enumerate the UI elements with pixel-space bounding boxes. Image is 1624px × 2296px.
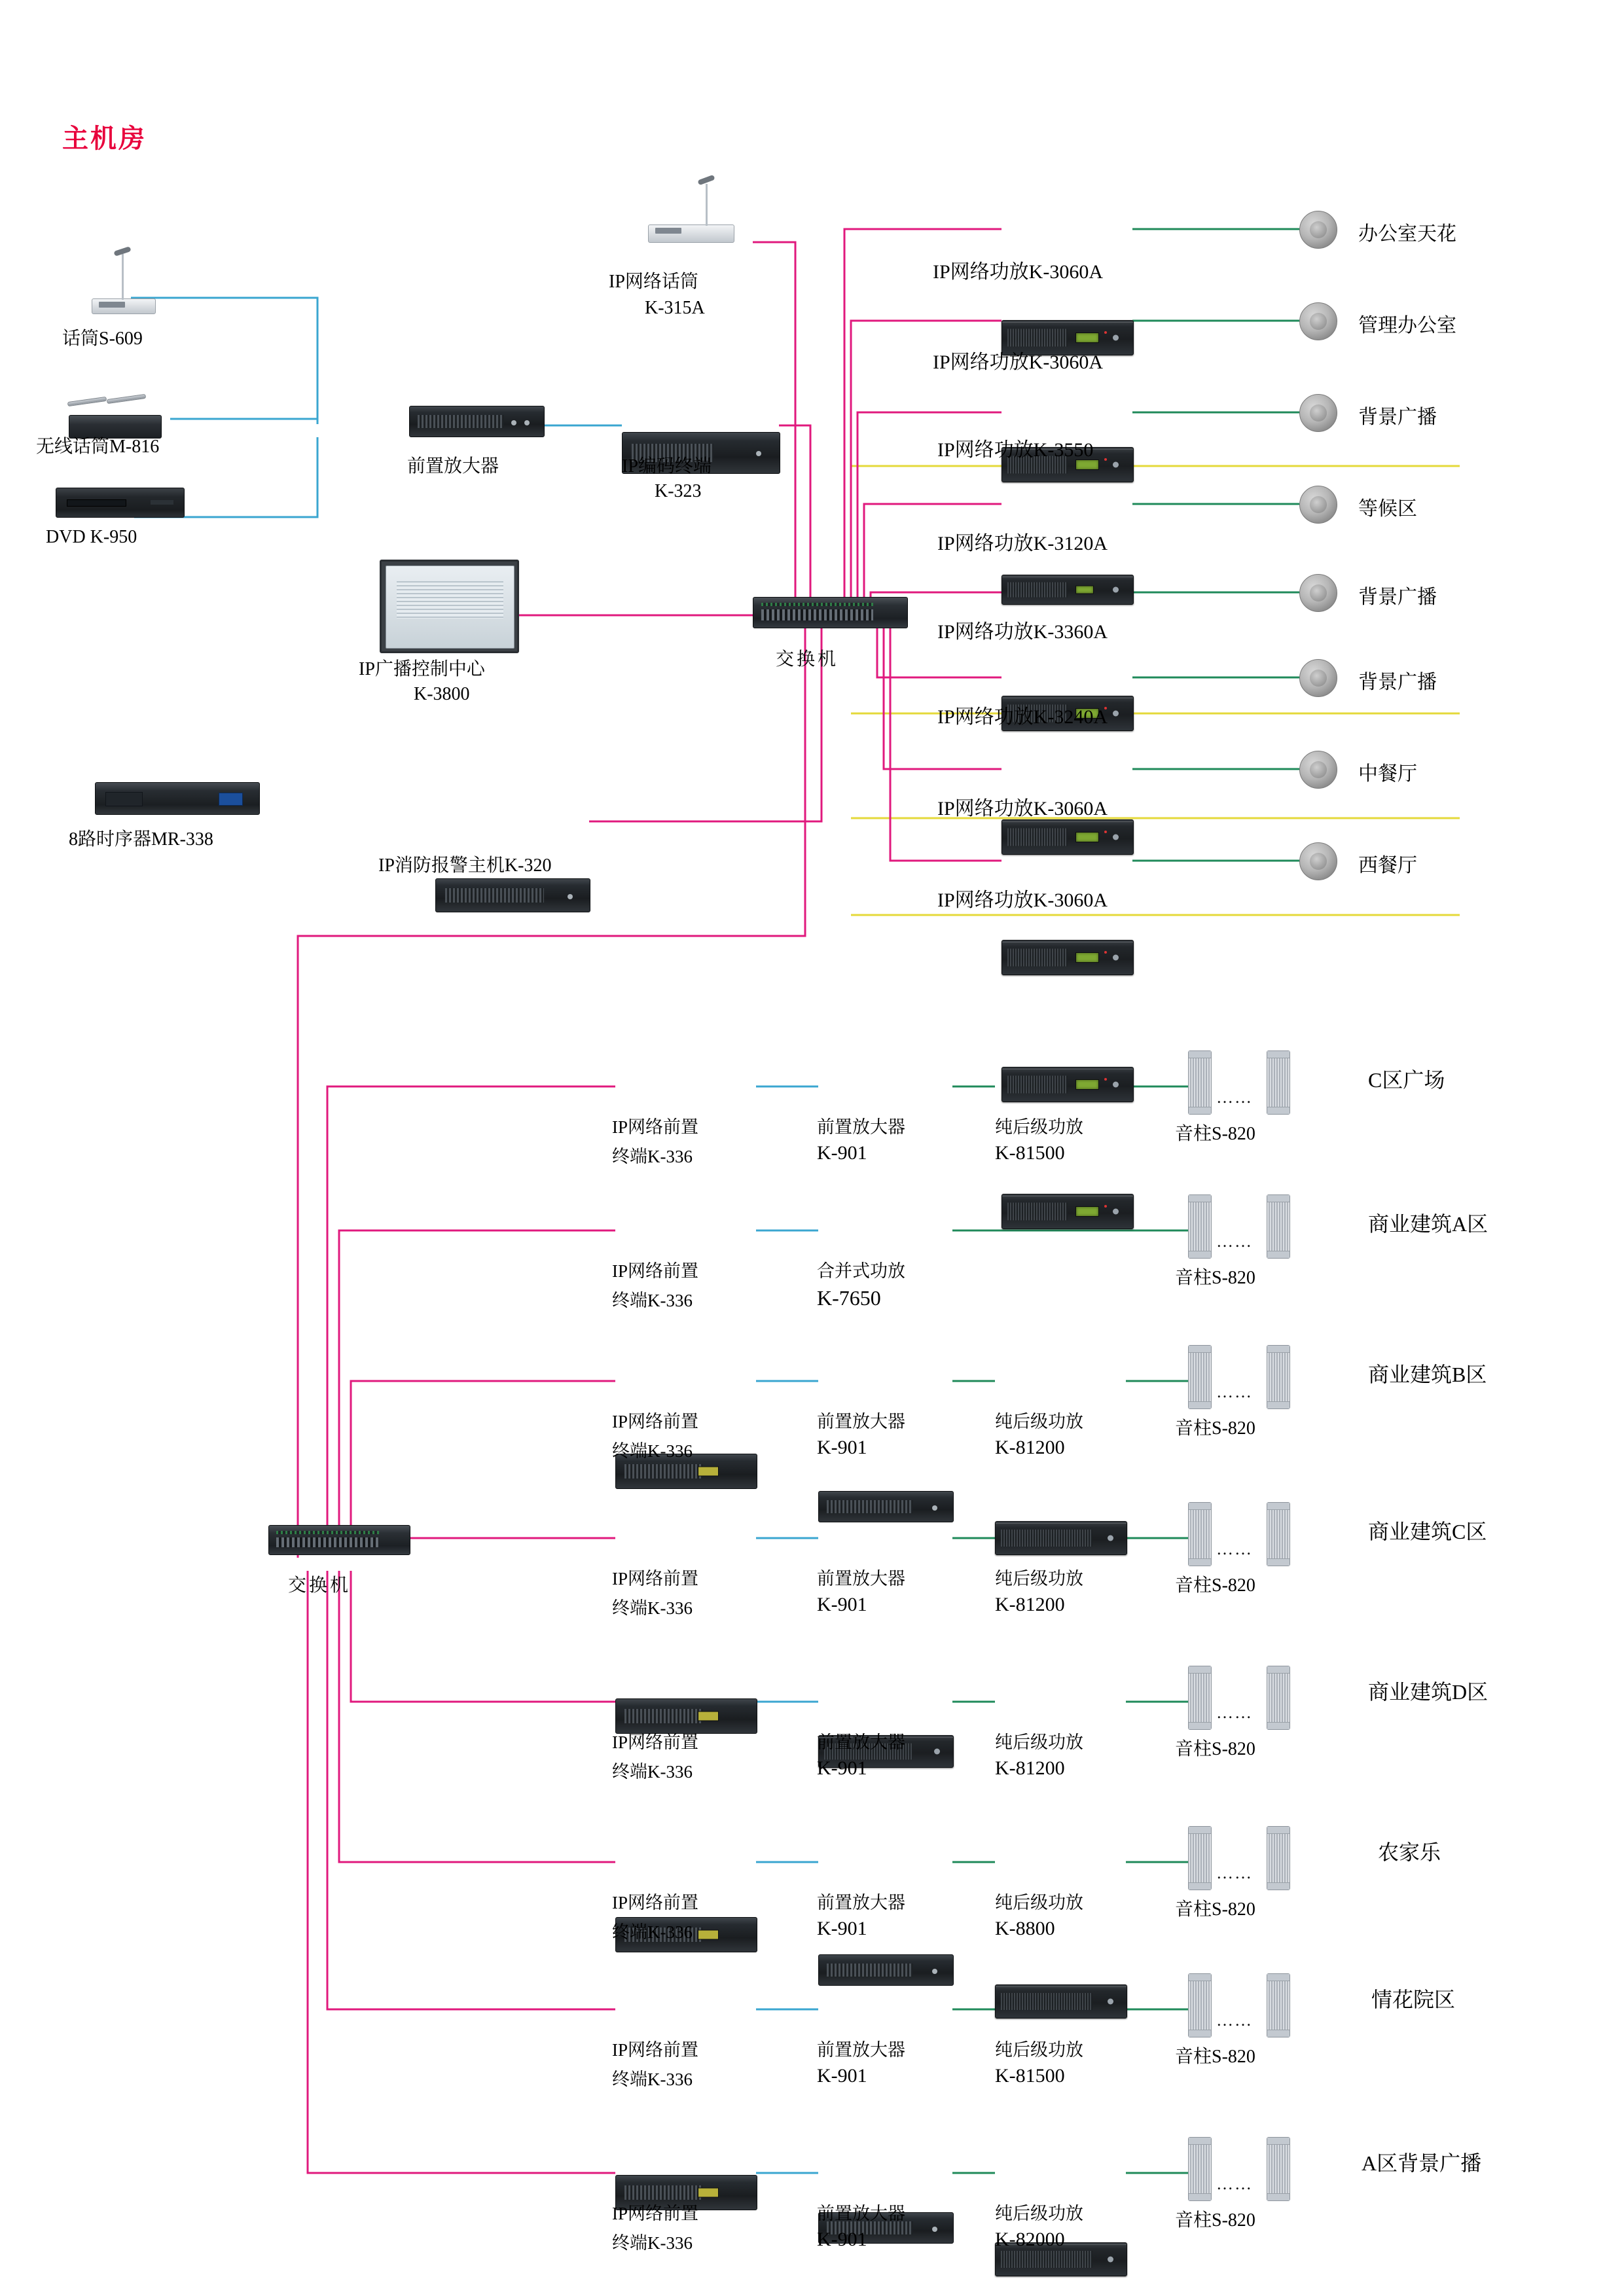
- terminal-label-4-1: IP网络前置: [612, 1732, 699, 1752]
- speaker-ellipsis: ……: [1216, 2011, 1253, 2030]
- power-sequencer-icon: [95, 782, 260, 815]
- control-center-label-1: IP广播控制中心: [359, 659, 485, 679]
- upper-switch-label: 交换机: [776, 649, 839, 670]
- preamp-label: 前置放大器: [407, 456, 499, 476]
- power-label-4-1: 纯后级功放: [995, 1732, 1083, 1752]
- encoder-label-1: IP编码终端: [622, 456, 712, 476]
- column-speaker-icon: [1188, 1973, 1212, 2037]
- terminal-label-7-1: IP网络前置: [612, 2204, 699, 2223]
- control-center-label-2: K-3800: [414, 684, 470, 704]
- lower-switch-label: 交换机: [288, 1575, 352, 1596]
- column-speaker-icon: [1188, 1194, 1212, 1259]
- column-speaker-icon: [1267, 1502, 1290, 1566]
- column-speaker-icon: [1267, 1666, 1290, 1730]
- power-label-6-1: 纯后级功放: [995, 2040, 1083, 2060]
- speaker-ellipsis: ……: [1216, 2174, 1253, 2193]
- power-label-0-1: 纯后级功放: [995, 1117, 1083, 1137]
- source-label-1: 无线话筒M-816: [36, 437, 160, 457]
- speaker-label-2: 音柱S-820: [1175, 1418, 1255, 1439]
- terminal-label-1-2: 终端K-336: [612, 1291, 693, 1310]
- column-speaker-icon: [1188, 1502, 1212, 1566]
- preamplifier-icon: [409, 406, 545, 437]
- network-amplifier-icon: [1001, 1067, 1134, 1102]
- mid-label-0-2: K-901: [817, 1142, 867, 1164]
- speaker-label-5: 音柱S-820: [1175, 1899, 1255, 1920]
- power-label-7-2: K-82000: [995, 2229, 1065, 2250]
- speaker-ellipsis: ……: [1216, 1232, 1253, 1251]
- speaker-ellipsis: ……: [1216, 1863, 1253, 1882]
- ceiling-speaker-icon: [1299, 302, 1337, 340]
- amp-label-1: IP网络功放K-3060A: [933, 351, 1103, 373]
- amp-label-6: IP网络功放K-3060A: [937, 798, 1108, 819]
- power-label-3-1: 纯后级功放: [995, 1569, 1083, 1588]
- column-speaker-icon: [1188, 2137, 1212, 2201]
- mid-label-5-1: 前置放大器: [817, 1893, 905, 1912]
- ip-mic-label-1: IP网络话筒: [609, 272, 698, 292]
- dvd-player-icon: [56, 488, 185, 518]
- speaker-label-3: 音柱S-820: [1175, 1575, 1255, 1596]
- power-label-5-2: K-8800: [995, 1918, 1055, 1939]
- network-switch-lower-icon: [268, 1525, 410, 1555]
- speaker-ellipsis: ……: [1216, 1703, 1253, 1722]
- power-label-3-2: K-81200: [995, 1594, 1065, 1615]
- power-label-6-2: K-81500: [995, 2065, 1065, 2087]
- ceiling-speaker-icon: [1299, 659, 1337, 697]
- mid-label-3-2: K-901: [817, 1594, 867, 1615]
- zone-label-1: 管理办公室: [1358, 315, 1456, 336]
- power-label-4-2: K-81200: [995, 1757, 1065, 1779]
- zone-area-label-2: 商业建筑B区: [1368, 1363, 1487, 1386]
- zone-area-label-0: C区广场: [1368, 1068, 1445, 1092]
- zone-area-label-1: 商业建筑A区: [1368, 1212, 1489, 1236]
- mid-label-0-1: 前置放大器: [817, 1117, 905, 1137]
- terminal-label-5-2: 终端K-336: [612, 1922, 693, 1942]
- zone-label-3: 等候区: [1358, 498, 1417, 520]
- terminal-label-6-1: IP网络前置: [612, 2040, 699, 2060]
- ip-network-microphone-icon: [628, 173, 779, 245]
- terminal-label-2-2: 终端K-336: [612, 1441, 693, 1461]
- mid-label-7-1: 前置放大器: [817, 2204, 905, 2223]
- zone-label-0: 办公室天花: [1358, 223, 1456, 245]
- network-amplifier-icon: [1001, 819, 1134, 855]
- zone-label-4: 背景广播: [1358, 586, 1437, 608]
- column-speaker-icon: [1188, 1050, 1212, 1115]
- terminal-label-0-2: 终端K-336: [612, 1147, 693, 1166]
- network-amplifier-icon: [1001, 575, 1134, 605]
- preamplifier-icon: [818, 1954, 954, 1986]
- zone-area-label-7: A区背景广播: [1362, 2151, 1482, 2175]
- speaker-ellipsis: ……: [1216, 1539, 1253, 1558]
- network-switch-upper-icon: [753, 597, 908, 628]
- amp-label-4: IP网络功放K-3360A: [937, 621, 1108, 643]
- fire-alarm-host-icon: [435, 878, 590, 912]
- mid-label-3-1: 前置放大器: [817, 1569, 905, 1588]
- preamplifier-icon: [818, 1491, 954, 1522]
- speaker-label-1: 音柱S-820: [1175, 1268, 1255, 1288]
- zone-area-label-5: 农家乐: [1378, 1840, 1441, 1864]
- column-speaker-icon: [1267, 1050, 1290, 1115]
- power-label-7-1: 纯后级功放: [995, 2204, 1083, 2223]
- terminal-label-5-1: IP网络前置: [612, 1893, 699, 1912]
- terminal-label-3-1: IP网络前置: [612, 1569, 699, 1588]
- column-speaker-icon: [1188, 1666, 1212, 1730]
- fire-host-label: IP消防报警主机K-320: [378, 855, 552, 876]
- power-label-0-2: K-81500: [995, 1142, 1065, 1164]
- column-speaker-icon: [1188, 1345, 1212, 1409]
- column-speaker-icon: [1267, 1345, 1290, 1409]
- terminal-label-1-1: IP网络前置: [612, 1261, 699, 1281]
- desk-microphone-icon: [79, 236, 190, 314]
- mid-label-2-1: 前置放大器: [817, 1412, 905, 1431]
- ip-broadcast-control-center-icon: [380, 560, 519, 653]
- power-amplifier-icon: [995, 1984, 1127, 2018]
- mid-label-2-2: K-901: [817, 1437, 867, 1458]
- zone-label-7: 西餐厅: [1358, 855, 1417, 876]
- mid-label-4-2: K-901: [817, 1757, 867, 1779]
- zone-label-6: 中餐厅: [1358, 763, 1417, 785]
- mid-label-1-2: K-7650: [817, 1286, 881, 1310]
- column-speaker-icon: [1267, 1973, 1290, 2037]
- terminal-label-4-2: 终端K-336: [612, 1762, 693, 1782]
- mid-label-6-2: K-901: [817, 2065, 867, 2087]
- mid-label-7-2: K-901: [817, 2229, 867, 2250]
- amp-label-3: IP网络功放K-3120A: [937, 533, 1108, 554]
- ip-mic-label-2: K-315A: [645, 298, 705, 318]
- amp-label-7: IP网络功放K-3060A: [937, 889, 1108, 911]
- power-label-2-2: K-81200: [995, 1437, 1065, 1458]
- speaker-label-4: 音柱S-820: [1175, 1739, 1255, 1759]
- column-speaker-icon: [1267, 1194, 1290, 1259]
- speaker-label-0: 音柱S-820: [1175, 1124, 1255, 1144]
- power-label-2-1: 纯后级功放: [995, 1412, 1083, 1431]
- amp-label-0: IP网络功放K-3060A: [933, 261, 1103, 283]
- mid-label-5-2: K-901: [817, 1918, 867, 1939]
- zone-area-label-6: 情花院区: [1371, 1988, 1456, 2011]
- power-label-5-1: 纯后级功放: [995, 1893, 1083, 1912]
- speaker-label-6: 音柱S-820: [1175, 2047, 1255, 2067]
- terminal-label-3-2: 终端K-336: [612, 1598, 693, 1618]
- network-amplifier-icon: [1001, 940, 1134, 975]
- column-speaker-icon: [1267, 2137, 1290, 2201]
- speaker-ellipsis: ……: [1216, 1382, 1253, 1401]
- zone-label-2: 背景广播: [1358, 406, 1437, 428]
- ceiling-speaker-icon: [1299, 842, 1337, 880]
- zone-area-label-4: 商业建筑D区: [1368, 1680, 1489, 1704]
- mid-label-6-1: 前置放大器: [817, 2040, 905, 2060]
- speaker-ellipsis: ……: [1216, 1088, 1253, 1107]
- source-label-0: 话筒S-609: [62, 329, 143, 349]
- ceiling-speaker-icon: [1299, 751, 1337, 789]
- ceiling-speaker-icon: [1299, 486, 1337, 524]
- terminal-label-2-1: IP网络前置: [612, 1412, 699, 1431]
- speaker-label-7: 音柱S-820: [1175, 2210, 1255, 2231]
- terminal-label-7-2: 终端K-336: [612, 2233, 693, 2253]
- page-title: 主机房: [62, 124, 147, 153]
- ceiling-speaker-icon: [1299, 211, 1337, 249]
- source-label-2: DVD K-950: [46, 527, 137, 547]
- mid-label-1-1: 合并式功放: [817, 1261, 905, 1281]
- terminal-label-0-1: IP网络前置: [612, 1117, 699, 1137]
- sequencer-label: 8路时序器MR-338: [69, 829, 213, 850]
- zone-area-label-3: 商业建筑C区: [1368, 1520, 1487, 1543]
- network-amplifier-icon: [1001, 1194, 1134, 1229]
- amp-label-2: IP网络功放K-3550: [937, 439, 1094, 461]
- ceiling-speaker-icon: [1299, 574, 1337, 612]
- column-speaker-icon: [1267, 1826, 1290, 1890]
- terminal-label-6-2: 终端K-336: [612, 2070, 693, 2089]
- column-speaker-icon: [1188, 1826, 1212, 1890]
- zone-label-5: 背景广播: [1358, 672, 1437, 693]
- encoder-label-2: K-323: [655, 481, 702, 501]
- amp-label-5: IP网络功放K-3240A: [937, 706, 1108, 728]
- ceiling-speaker-icon: [1299, 394, 1337, 432]
- mid-label-4-1: 前置放大器: [817, 1732, 905, 1752]
- power-amplifier-icon: [995, 1521, 1127, 1555]
